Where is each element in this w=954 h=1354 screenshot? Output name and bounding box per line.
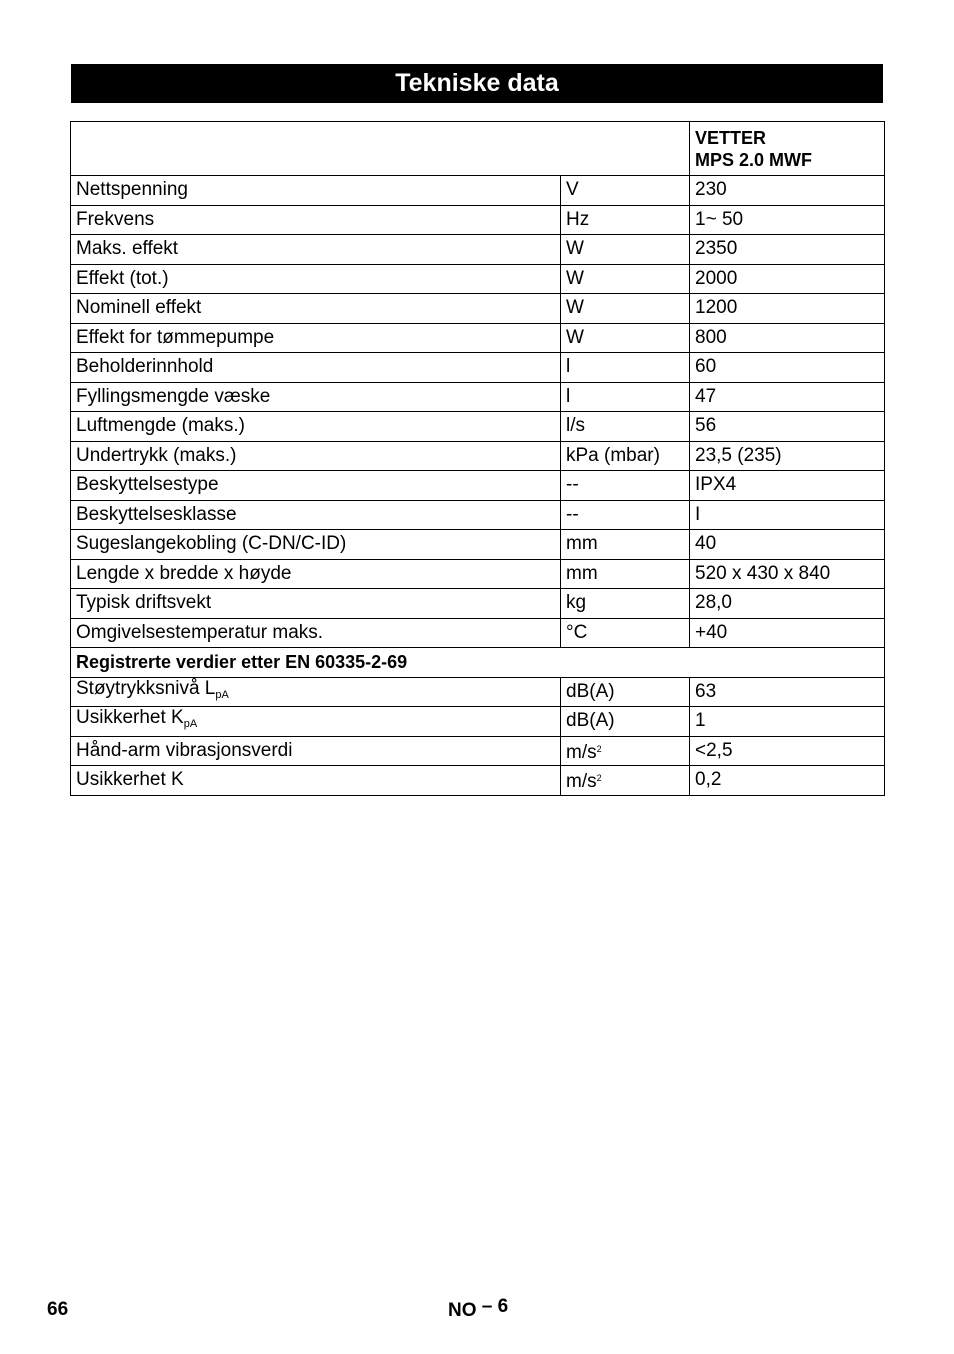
table-row [71,559,885,589]
spec-value: 47 [695,385,717,407]
spec-label: Beskyttelsestype [76,474,219,496]
spec-unit: Hz [566,208,590,230]
table-row [71,500,885,530]
spec-value: 63 [695,680,717,702]
spec-label-cell [71,618,561,648]
spec-label: Nettspenning [76,179,188,201]
spec-value: +40 [695,621,728,643]
spec-value: <2,5 [695,739,733,761]
table-row [71,618,885,648]
spec-unit: W [566,326,584,348]
spec-unit: W [566,238,584,260]
language-code: NO [448,1300,477,1321]
spec-unit: W [566,267,584,289]
spec-unit-cell [561,677,690,707]
spec-label-cell [71,353,561,383]
spec-label: Omgivelsestemperatur maks. [76,621,324,643]
spec-unit: dB(A) [566,680,615,702]
spec-value: 1~ 50 [695,208,744,230]
model-brand: VETTER [695,127,767,148]
spec-value-cell [690,589,885,619]
spec-unit-superscript: 2 [596,743,602,754]
spec-label-cell [71,323,561,353]
spec-value-cell [690,353,885,383]
spec-label: Typisk driftsvekt [76,592,212,614]
spec-label-cell [71,441,561,471]
spec-label: Hånd-arm vibrasjonsverdi [76,739,293,761]
spec-value-cell [690,766,885,796]
model-name: MPS 2.0 MWF [695,149,813,170]
spec-unit: m/s [566,771,597,793]
spec-label-cell [71,382,561,412]
table-row [71,412,885,442]
tech-data-table-body [71,122,885,796]
spec-label: Usikkerhet K [76,769,184,791]
table-row [71,235,885,265]
spec-value-cell [690,323,885,353]
spec-label: Nominell effekt [76,297,202,319]
spec-value: 56 [695,415,717,437]
section-page-number: – 6 [481,1296,509,1317]
spec-unit: °C [566,621,588,643]
spec-label-cell [71,412,561,442]
table-row [71,205,885,235]
spec-unit: l/s [566,415,585,437]
spec-value: 1200 [695,297,738,319]
spec-unit-cell [561,323,690,353]
spec-label: Lengde x bredde x høyde [76,562,292,584]
spec-unit-cell [561,264,690,294]
spec-value-cell [690,235,885,265]
spec-unit-cell [561,530,690,560]
spec-value: 2350 [695,238,738,260]
spec-label-cell [71,559,561,589]
spec-unit-cell [561,176,690,206]
spec-label: Beskyttelsesklasse [76,503,237,525]
section-header-row [71,648,885,678]
spec-value-cell [690,294,885,324]
spec-unit: l [566,385,571,407]
table-row [71,382,885,412]
spec-unit: -- [566,503,579,525]
spec-value: 60 [695,356,717,378]
spec-unit-cell [561,441,690,471]
spec-unit: m/s [566,741,597,763]
table-row [71,176,885,206]
model-header-cell [690,122,885,176]
spec-value: 1 [695,710,706,732]
spec-value: 520 x 430 x 840 [695,562,831,584]
spec-unit: V [566,179,579,201]
spec-label: Sugeslangekobling (C-DN/C-ID) [76,533,347,555]
spec-label-cell [71,736,561,766]
spec-label-cell [71,530,561,560]
spec-unit: -- [566,474,579,496]
spec-label: Beholderinnhold [76,356,214,378]
spec-label-subscript: pA [215,688,229,701]
spec-value-cell [690,412,885,442]
spec-label: Støytrykksnivå L [76,677,216,699]
spec-unit-cell [561,412,690,442]
spec-unit: W [566,297,584,319]
spec-label: Effekt (tot.) [76,267,169,289]
spec-unit: dB(A) [566,710,615,732]
table-row [71,766,885,796]
spec-value: 800 [695,326,727,348]
spec-value: 28,0 [695,592,732,614]
spec-label: Luftmengde (maks.) [76,415,245,437]
table-header-row [71,122,885,176]
spec-label-cell [71,264,561,294]
spec-value-cell [690,205,885,235]
spec-label-cell [71,294,561,324]
spec-unit-cell [561,589,690,619]
table-row [71,441,885,471]
spec-label-cell [71,707,561,737]
table-row [71,707,885,737]
header-empty-cell [71,122,690,176]
spec-unit: kg [566,592,587,614]
page-number: 66 [47,1299,69,1320]
spec-label: Usikkerhet K [76,707,184,729]
spec-value-cell [690,707,885,737]
page-title: Tekniske data [71,64,883,103]
table-row [71,323,885,353]
spec-unit-cell [561,353,690,383]
spec-value-cell [690,176,885,206]
spec-label: Maks. effekt [76,238,179,260]
spec-value: 2000 [695,267,738,289]
spec-value: 40 [695,533,717,555]
spec-value-cell [690,618,885,648]
spec-value-cell [690,471,885,501]
table-row [71,589,885,619]
spec-unit-cell [561,500,690,530]
table-row [71,736,885,766]
spec-label-cell [71,471,561,501]
spec-value-cell [690,677,885,707]
spec-unit-cell [561,618,690,648]
spec-unit: kPa (mbar) [566,444,660,466]
spec-unit-cell [561,707,690,737]
spec-value-cell [690,559,885,589]
spec-unit-cell [561,205,690,235]
spec-unit-cell [561,766,690,796]
table-row [71,677,885,707]
spec-unit-cell [561,736,690,766]
spec-unit-cell [561,382,690,412]
spec-value-cell [690,530,885,560]
spec-value: 0,2 [695,769,722,791]
spec-value: IPX4 [695,474,737,496]
table-row [71,530,885,560]
spec-value-cell [690,736,885,766]
spec-unit-cell [561,294,690,324]
spec-value-cell [690,500,885,530]
spec-unit: mm [566,562,598,584]
spec-value-cell [690,264,885,294]
spec-label-subscript: pA [183,718,198,731]
spec-unit-cell [561,235,690,265]
spec-label: Undertrykk (maks.) [76,444,237,466]
spec-unit: l [566,356,571,378]
spec-label-cell [71,589,561,619]
spec-value: I [695,503,701,525]
spec-label-cell [71,176,561,206]
table-row [71,471,885,501]
spec-label-cell [71,500,561,530]
spec-unit-superscript: 2 [596,773,602,784]
spec-label-cell [71,205,561,235]
spec-value-cell [690,441,885,471]
spec-value: 23,5 (235) [695,444,782,466]
spec-unit: mm [566,533,598,555]
spec-label: Fyllingsmengde væske [76,385,271,407]
spec-unit-cell [561,559,690,589]
spec-unit-cell [561,471,690,501]
table-row [71,264,885,294]
spec-label-cell [71,235,561,265]
spec-label: Frekvens [76,208,155,230]
section-header-cell: Registrerte verdier etter EN 60335-2-69 [71,648,885,678]
section-page-code [448,1296,509,1321]
spec-value: 230 [695,179,727,201]
spec-label-cell [71,677,561,707]
spec-label-cell [71,766,561,796]
table-row [71,294,885,324]
spec-value-cell [690,382,885,412]
tech-data-table [70,121,885,796]
spec-label: Effekt for tømmepumpe [76,326,275,348]
table-row [71,353,885,383]
